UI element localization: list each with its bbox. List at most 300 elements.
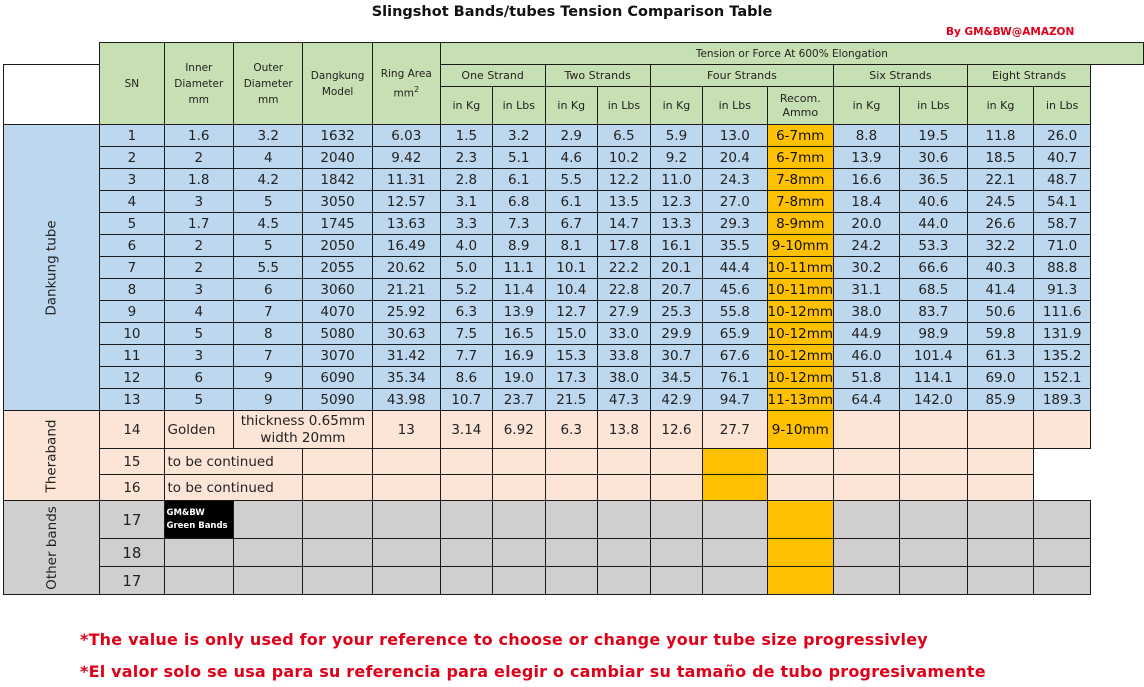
cell-sn: 7 [100,257,164,279]
cell-outer: 9 [234,367,303,389]
cell-l4: 67.6 [703,345,767,367]
cell-empty [440,475,492,501]
cell-inner: 2 [164,147,234,169]
cell-l1: 3.2 [492,125,545,147]
cell-empty [598,449,651,475]
cell-sn: 17 [100,567,164,595]
header-inner-diameter: Inner Diameter mm [164,43,234,125]
cell-empty [545,475,597,501]
cell-l8: 88.8 [1034,257,1091,279]
category-label: Theraband [43,419,60,492]
cell-k6: 8.8 [834,125,900,147]
cell-empty [303,567,372,595]
cell-empty [440,501,492,539]
cell-k6: 64.4 [834,389,900,411]
cell-note: to be continued [164,449,303,475]
cell-k4: 12.6 [650,411,702,449]
cell-l1: 6.1 [492,169,545,191]
cell-l6: 114.1 [899,367,967,389]
cell-l6: 19.5 [899,125,967,147]
table-row [4,539,1144,567]
header-lbs: in Lbs [899,87,967,125]
cell-l6: 68.5 [899,279,967,301]
cell-empty [440,449,492,475]
cell-k8: 22.1 [967,169,1033,191]
cell-outer: 7 [234,345,303,367]
cell-k4: 25.3 [650,301,702,323]
cell-empty [234,567,303,595]
table-row [4,389,1144,411]
cell-k1: 1.5 [440,125,492,147]
category-label: Dankung tube [43,219,60,316]
cell-empty [1034,501,1091,539]
cell-l1: 16.9 [492,345,545,367]
cell-l4: 29.3 [703,213,767,235]
cell-empty [967,567,1033,595]
cell-sn: 15 [100,449,164,475]
cell-model: 2040 [303,147,372,169]
header-dangkung-model: Dangkung Model [303,43,372,125]
cell-l8: 131.9 [1034,323,1091,345]
cell-empty [164,567,234,595]
cell-l1: 6.92 [492,411,545,449]
cell-l2: 33.8 [598,345,651,367]
cell-l8: 48.7 [1034,169,1091,191]
cell-empty [767,449,834,475]
cell-empty [598,501,651,539]
cell-sn: 3 [100,169,164,191]
cell-k1: 8.6 [440,367,492,389]
cell-k8: 61.3 [967,345,1033,367]
cell-note: to be continued [164,475,303,501]
cell-empty [545,501,597,539]
cell-k2: 10.1 [545,257,597,279]
header-six-strands: Six Strands [834,65,968,87]
cell-l6: 53.3 [899,235,967,257]
cell-k2: 8.1 [545,235,597,257]
cell-k2: 6.3 [545,411,597,449]
cell-empty [303,449,372,475]
cell-empty [1034,411,1091,449]
cell-empty [598,475,651,501]
category-theraband [4,411,100,501]
cell-l2: 13.8 [598,411,651,449]
header-ring-area [372,43,440,125]
cell-inner: 5 [164,323,234,345]
cell-empty [703,539,767,567]
cell-k2: 6.7 [545,213,597,235]
category-other-bands [4,501,100,595]
cell-empty [967,501,1033,539]
cell-l8: 54.1 [1034,191,1091,213]
cell-empty [234,501,303,539]
cell-k4: 16.1 [650,235,702,257]
table-row [4,235,1144,257]
cell-empty [967,411,1033,449]
cell-k4: 5.9 [650,125,702,147]
cell-l4: 20.4 [703,147,767,169]
cell-empty [967,475,1033,501]
cell-k8: 18.5 [967,147,1033,169]
cell-outer: 8 [234,323,303,345]
cell-k8: 24.5 [967,191,1033,213]
cell-k1: 2.3 [440,147,492,169]
cell-l2: 22.8 [598,279,651,301]
cell-outer: 5 [234,235,303,257]
cell-empty [899,411,967,449]
cell-inner: 5 [164,389,234,411]
cell-l4: 27.0 [703,191,767,213]
cell-k1: 3.3 [440,213,492,235]
cell-empty [703,501,767,539]
cell-k4: 20.1 [650,257,702,279]
header-two-strands: Two Strands [545,65,650,87]
cell-l6: 30.6 [899,147,967,169]
table-row [4,567,1144,595]
cell-l1: 5.1 [492,147,545,169]
cell-l4: 27.7 [703,411,767,449]
cell-empty [1034,539,1091,567]
header-recom-ammo: Recom. Ammo [767,87,834,125]
cell-ammo-empty [703,475,767,501]
cell-empty [650,501,702,539]
cell-k1: 5.0 [440,257,492,279]
cell-l2: 38.0 [598,367,651,389]
cell-k6: 44.9 [834,323,900,345]
cell-empty [492,539,545,567]
cell-k8: 26.6 [967,213,1033,235]
cell-sn: 2 [100,147,164,169]
cell-empty [372,449,440,475]
cell-empty [492,449,545,475]
cell-k2: 10.4 [545,279,597,301]
header-kg: in Kg [650,87,702,125]
header-eight-strands: Eight Strands [967,65,1090,87]
spec-width: width 20mm [260,429,346,446]
cell-k8: 11.8 [967,125,1033,147]
cell-empty [834,475,900,501]
cell-l8: 152.1 [1034,367,1091,389]
cell-empty [372,501,440,539]
cell-l2: 17.8 [598,235,651,257]
cell-empty [234,539,303,567]
cell-k4: 12.3 [650,191,702,213]
cell-k1: 7.7 [440,345,492,367]
cell-empty [899,567,967,595]
cell-l8: 91.3 [1034,279,1091,301]
cell-empty [598,567,651,595]
cell-sn: 11 [100,345,164,367]
header-kg: in Kg [834,87,900,125]
cell-spec [234,411,373,449]
cell-empty [899,539,967,567]
header-sn: SN [100,43,164,125]
cell-ammo-empty [767,567,834,595]
cell-l6: 98.9 [899,323,967,345]
cell-l2: 27.9 [598,301,651,323]
cell-model: 5090 [303,389,372,411]
cell-model: 3060 [303,279,372,301]
cell-empty [834,539,900,567]
cell-l8: 58.7 [1034,213,1091,235]
cell-outer: 4.2 [234,169,303,191]
cell-model: 1745 [303,213,372,235]
cell-empty [899,449,967,475]
cell-l4: 55.8 [703,301,767,323]
cell-l8: 189.3 [1034,389,1091,411]
header-kg: in Kg [440,87,492,125]
cell-l2: 14.7 [598,213,651,235]
cell-ring: 43.98 [372,389,440,411]
cell-sn: 16 [100,475,164,501]
table-row [4,345,1144,367]
cell-empty [545,539,597,567]
cell-empty [372,539,440,567]
cell-inner: 3 [164,191,234,213]
header-lbs: in Lbs [598,87,651,125]
cell-k2: 6.1 [545,191,597,213]
cell-l1: 16.5 [492,323,545,345]
cell-empty [440,567,492,595]
cell-empty [650,475,702,501]
cell-l4: 45.6 [703,279,767,301]
cell-empty [545,567,597,595]
cell-ring: 21.21 [372,279,440,301]
cell-empty [967,449,1033,475]
cell-l2: 47.3 [598,389,651,411]
cell-empty [492,501,545,539]
cell-empty [967,539,1033,567]
cell-model: 1842 [303,169,372,191]
cell-l4: 24.3 [703,169,767,191]
cell-l1: 19.0 [492,367,545,389]
cell-ammo: 6-7mm [767,147,834,169]
header-kg: in Kg [967,87,1033,125]
cell-k1: 7.5 [440,323,492,345]
cell-ring: 31.42 [372,345,440,367]
cell-l6: 101.4 [899,345,967,367]
cell-k8: 85.9 [967,389,1033,411]
cell-k1: 6.3 [440,301,492,323]
cell-k6: 20.0 [834,213,900,235]
cell-l6: 142.0 [899,389,967,411]
cell-outer: 7 [234,301,303,323]
cell-empty [598,539,651,567]
cell-inner: 3 [164,345,234,367]
cell-l6: 66.6 [899,257,967,279]
cell-l6: 36.5 [899,169,967,191]
category-dankung-tube [4,125,100,411]
table-row [4,147,1144,169]
tension-table [3,42,1144,595]
footnote-english: *The value is only used for your reference to choose or change your tube size progressivley [80,630,928,649]
cell-sn: 12 [100,367,164,389]
cell-k2: 2.9 [545,125,597,147]
cell-k6: 31.1 [834,279,900,301]
cell-empty [650,567,702,595]
cell-model: 6090 [303,367,372,389]
cell-l8: 111.6 [1034,301,1091,323]
cell-model: 1632 [303,125,372,147]
cell-ring: 30.63 [372,323,440,345]
cell-l2: 22.2 [598,257,651,279]
cell-ring: 25.92 [372,301,440,323]
cell-k6: 46.0 [834,345,900,367]
cell-ammo: 10-11mm [767,279,834,301]
table-row [4,169,1144,191]
cell-l8: 26.0 [1034,125,1091,147]
cell-k4: 11.0 [650,169,702,191]
cell-model: 3070 [303,345,372,367]
footnote-spanish: *El valor solo se usa para su referencia para elegir o cambiar su tamaño de tubo progresivamente [80,662,986,681]
cell-empty [650,449,702,475]
table-row [4,213,1144,235]
cell-l8: 40.7 [1034,147,1091,169]
header-kg: in Kg [545,87,597,125]
cell-k1: 4.0 [440,235,492,257]
cell-k4: 29.9 [650,323,702,345]
cell-empty [899,475,967,501]
cell-model: 2055 [303,257,372,279]
cell-l1: 11.4 [492,279,545,301]
table-row [4,411,1144,449]
cell-ring: 9.42 [372,147,440,169]
header-lbs: in Lbs [703,87,767,125]
cell-inner: 2 [164,235,234,257]
cell-inner: 1.7 [164,213,234,235]
table-row [4,449,1144,475]
cell-empty [650,539,702,567]
cell-sn: 18 [100,539,164,567]
cell-k2: 21.5 [545,389,597,411]
cell-k2: 17.3 [545,367,597,389]
cell-empty [440,539,492,567]
cell-outer: 4.5 [234,213,303,235]
cell-sn: 1 [100,125,164,147]
cell-empty [834,411,900,449]
cell-l2: 12.2 [598,169,651,191]
green-bands-badge [164,501,234,539]
cell-l2: 6.5 [598,125,651,147]
cell-ring: 20.62 [372,257,440,279]
cell-k2: 15.3 [545,345,597,367]
cell-empty [303,501,372,539]
cell-l8: 71.0 [1034,235,1091,257]
cell-empty [899,501,967,539]
cell-empty [834,567,900,595]
cell-outer: 5.5 [234,257,303,279]
table-row [4,323,1144,345]
cell-ammo: 10-12mm [767,301,834,323]
cell-k6: 16.6 [834,169,900,191]
badge-product: Green Bands [166,520,228,531]
cell-empty [303,539,372,567]
cell-ammo: 10-12mm [767,345,834,367]
cell-ammo-empty [767,501,834,539]
cell-sn: 8 [100,279,164,301]
cell-k8: 32.2 [967,235,1033,257]
cell-l2: 10.2 [598,147,651,169]
cell-sn: 4 [100,191,164,213]
category-label: Other bands [43,505,60,590]
cell-k8: 59.8 [967,323,1033,345]
table-row [4,279,1144,301]
cell-k4: 30.7 [650,345,702,367]
cell-empty [545,449,597,475]
cell-sn: 5 [100,213,164,235]
cell-k4: 9.2 [650,147,702,169]
cell-l4: 35.5 [703,235,767,257]
ring-area-unit-sup: 2 [413,84,420,94]
cell-ammo: 8-9mm [767,213,834,235]
header-four-strands: Four Strands [650,65,833,87]
header-lbs: in Lbs [492,87,545,125]
table-row [4,501,1144,539]
cell-outer: 3.2 [234,125,303,147]
badge-brand: GM&BW [166,507,205,518]
cell-k4: 20.7 [650,279,702,301]
cell-sn: 10 [100,323,164,345]
cell-empty [1034,567,1091,595]
cell-k6: 30.2 [834,257,900,279]
cell-k8: 41.4 [967,279,1033,301]
cell-ammo: 11-13mm [767,389,834,411]
cell-l2: 13.5 [598,191,651,213]
cell-ammo: 9-10mm [767,235,834,257]
cell-outer: 4 [234,147,303,169]
cell-l1: 7.3 [492,213,545,235]
page-title: Slingshot Bands/tubes Tension Comparison Table [371,4,773,20]
cell-ring: 11.31 [372,169,440,191]
cell-inner: 6 [164,367,234,389]
cell-l4: 65.9 [703,323,767,345]
cell-ring: 16.49 [372,235,440,257]
cell-l6: 44.0 [899,213,967,235]
cell-l1: 8.9 [492,235,545,257]
cell-k8: 40.3 [967,257,1033,279]
ring-area-label: Ring Area mm [380,67,432,100]
author-byline: By GM&BW@AMAZON [946,26,1075,38]
cell-model: 5080 [303,323,372,345]
cell-l4: 76.1 [703,367,767,389]
cell-l8: 135.2 [1034,345,1091,367]
header-one-strand: One Strand [440,65,545,87]
cell-l4: 44.4 [703,257,767,279]
table-row [4,125,1144,147]
cell-ring: 35.34 [372,367,440,389]
table-row [4,475,1144,501]
cell-l1: 6.8 [492,191,545,213]
cell-empty [703,567,767,595]
cell-outer: 6 [234,279,303,301]
cell-empty [492,475,545,501]
cell-k6: 18.4 [834,191,900,213]
cell-model: 3050 [303,191,372,213]
cell-k4: 42.9 [650,389,702,411]
cell-ammo: 6-7mm [767,125,834,147]
cell-model: 2050 [303,235,372,257]
cell-k2: 4.6 [545,147,597,169]
cell-empty [164,539,234,567]
cell-inner: 1.8 [164,169,234,191]
cell-l1: 23.7 [492,389,545,411]
cell-l4: 94.7 [703,389,767,411]
cell-k2: 15.0 [545,323,597,345]
cell-ammo: 10-11mm [767,257,834,279]
cell-empty [834,449,900,475]
cell-l6: 83.7 [899,301,967,323]
cell-k1: 5.2 [440,279,492,301]
